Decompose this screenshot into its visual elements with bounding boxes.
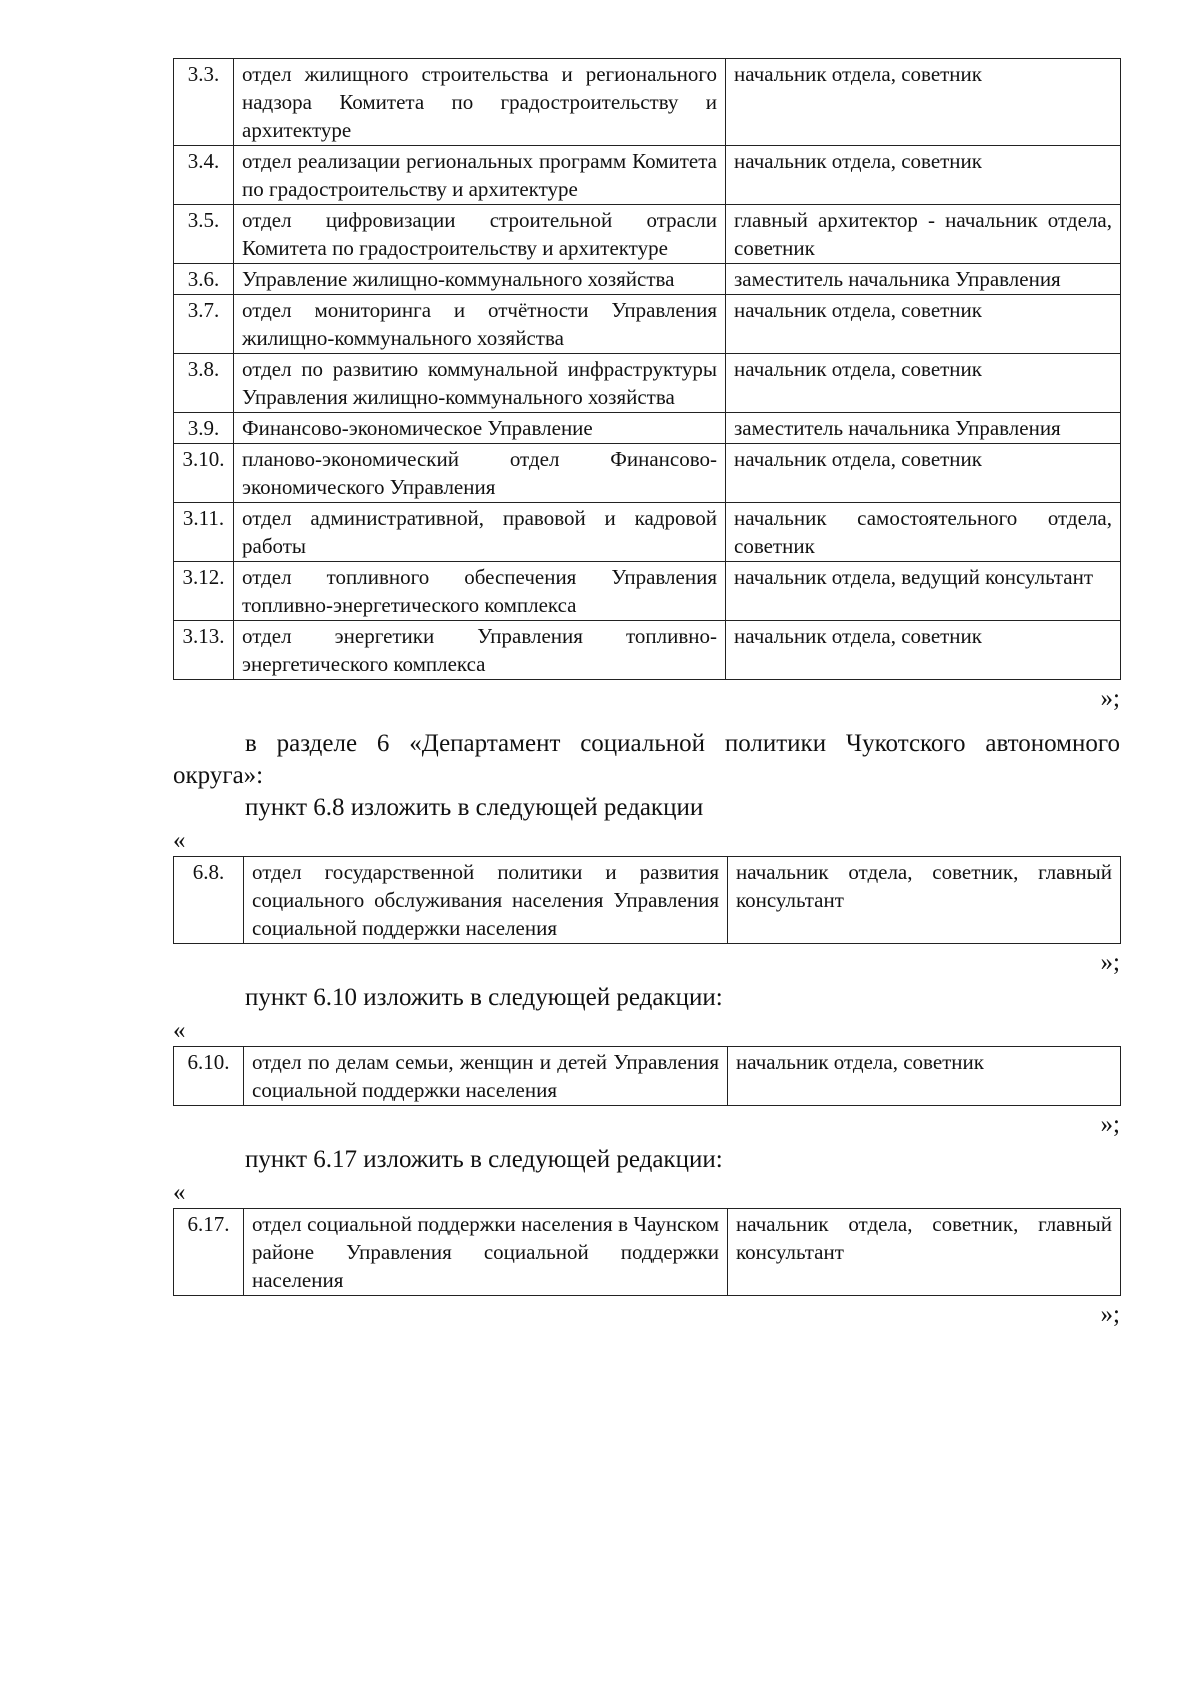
- closing-quote: »;: [1100, 685, 1120, 712]
- item-table: [173, 1208, 1121, 1296]
- row-number: 3.10.: [174, 444, 234, 503]
- table-row: [174, 59, 1121, 146]
- row-number: 6.8.: [174, 857, 244, 944]
- department-name: отдел государственной политики и развития социального обслуживания населения Управления социальной поддержки населения: [244, 857, 728, 944]
- department-name: отдел реализации региональных программ Комитета по градостроительству и архитектуре: [234, 146, 726, 205]
- row-number: 3.8.: [174, 354, 234, 413]
- main-positions-table: [173, 58, 1121, 680]
- department-name: отдел жилищного строительства и регионального надзора Комитета по градостроительству и архитектуре: [234, 59, 726, 146]
- opening-quote: «: [173, 1179, 186, 1206]
- item-table: [173, 1046, 1121, 1106]
- row-number: 6.17.: [174, 1209, 244, 1296]
- position-title: заместитель начальника Управления: [726, 264, 1121, 295]
- department-name: отдел мониторинга и отчётности Управления жилищно-коммунального хозяйства: [234, 295, 726, 354]
- item-heading: пункт 6.8 изложить в следующей редакции: [245, 794, 704, 821]
- item-table: [173, 856, 1121, 944]
- row-number: 3.6.: [174, 264, 234, 295]
- department-name: отдел социальной поддержки населения в Чаунском районе Управления социальной поддержки населения: [244, 1209, 728, 1296]
- department-name: отдел энергетики Управления топливно-энергетического комплекса: [234, 621, 726, 680]
- table-row: [174, 503, 1121, 562]
- table-row: [174, 857, 1121, 944]
- row-number: 3.7.: [174, 295, 234, 354]
- department-name: отдел по развитию коммунальной инфраструктуры Управления жилищно-коммунального хозяйства: [234, 354, 726, 413]
- row-number: 3.9.: [174, 413, 234, 444]
- table-row: [174, 1209, 1121, 1296]
- section-intro: в разделе 6 «Департамент социальной политики Чукотского автономного округа»:: [173, 730, 1120, 789]
- table-row: [174, 354, 1121, 413]
- main-table-body: [174, 59, 1121, 680]
- position-title: начальник отдела, советник: [726, 354, 1121, 413]
- row-number: 3.4.: [174, 146, 234, 205]
- row-number: 3.5.: [174, 205, 234, 264]
- table-row: [174, 205, 1121, 264]
- department-name: отдел административной, правовой и кадровой работы: [234, 503, 726, 562]
- department-name: отдел цифровизации строительной отрасли Комитета по градостроительству и архитектуре: [234, 205, 726, 264]
- position-title: заместитель начальника Управления: [726, 413, 1121, 444]
- document-page: [173, 58, 1120, 1330]
- table-row: [174, 562, 1121, 621]
- opening-quote: «: [173, 827, 186, 854]
- position-title: начальник отдела, советник: [728, 1047, 1121, 1106]
- table-row: [174, 146, 1121, 205]
- row-number: 3.3.: [174, 59, 234, 146]
- closing-quote: »;: [1100, 1301, 1120, 1328]
- position-title: начальник отдела, советник, главный консультант: [728, 857, 1121, 944]
- position-title: главный архитектор - начальник отдела, советник: [726, 205, 1121, 264]
- position-title: начальник отдела, советник, главный консультант: [728, 1209, 1121, 1296]
- department-name: планово-экономический отдел Финансово-экономического Управления: [234, 444, 726, 503]
- table-row: [174, 1047, 1121, 1106]
- position-title: начальник отдела, советник: [726, 59, 1121, 146]
- table-row: [174, 264, 1121, 295]
- row-number: 3.13.: [174, 621, 234, 680]
- table-row: [174, 444, 1121, 503]
- position-title: начальник отдела, советник: [726, 146, 1121, 205]
- table-row: [174, 295, 1121, 354]
- department-name: Управление жилищно-коммунального хозяйства: [234, 264, 726, 295]
- department-name: Финансово-экономическое Управление: [234, 413, 726, 444]
- closing-quote: »;: [1100, 1111, 1120, 1138]
- department-name: отдел по делам семьи, женщин и детей Управления социальной поддержки населения: [244, 1047, 728, 1106]
- position-title: начальник отдела, советник: [726, 295, 1121, 354]
- row-number: 6.10.: [174, 1047, 244, 1106]
- table-row: [174, 413, 1121, 444]
- row-number: 3.11.: [174, 503, 234, 562]
- opening-quote: «: [173, 1017, 186, 1044]
- closing-quote: »;: [1100, 949, 1120, 976]
- item-heading: пункт 6.17 изложить в следующей редакции:: [245, 1146, 723, 1173]
- item-heading: пункт 6.10 изложить в следующей редакции:: [245, 984, 723, 1011]
- position-title: начальник отдела, советник: [726, 621, 1121, 680]
- row-number: 3.12.: [174, 562, 234, 621]
- table-row: [174, 621, 1121, 680]
- position-title: начальник самостоятельного отдела, советник: [726, 503, 1121, 562]
- position-title: начальник отдела, советник: [726, 444, 1121, 503]
- position-title: начальник отдела, ведущий консультант: [726, 562, 1121, 621]
- department-name: отдел топливного обеспечения Управления топливно-энергетического комплекса: [234, 562, 726, 621]
